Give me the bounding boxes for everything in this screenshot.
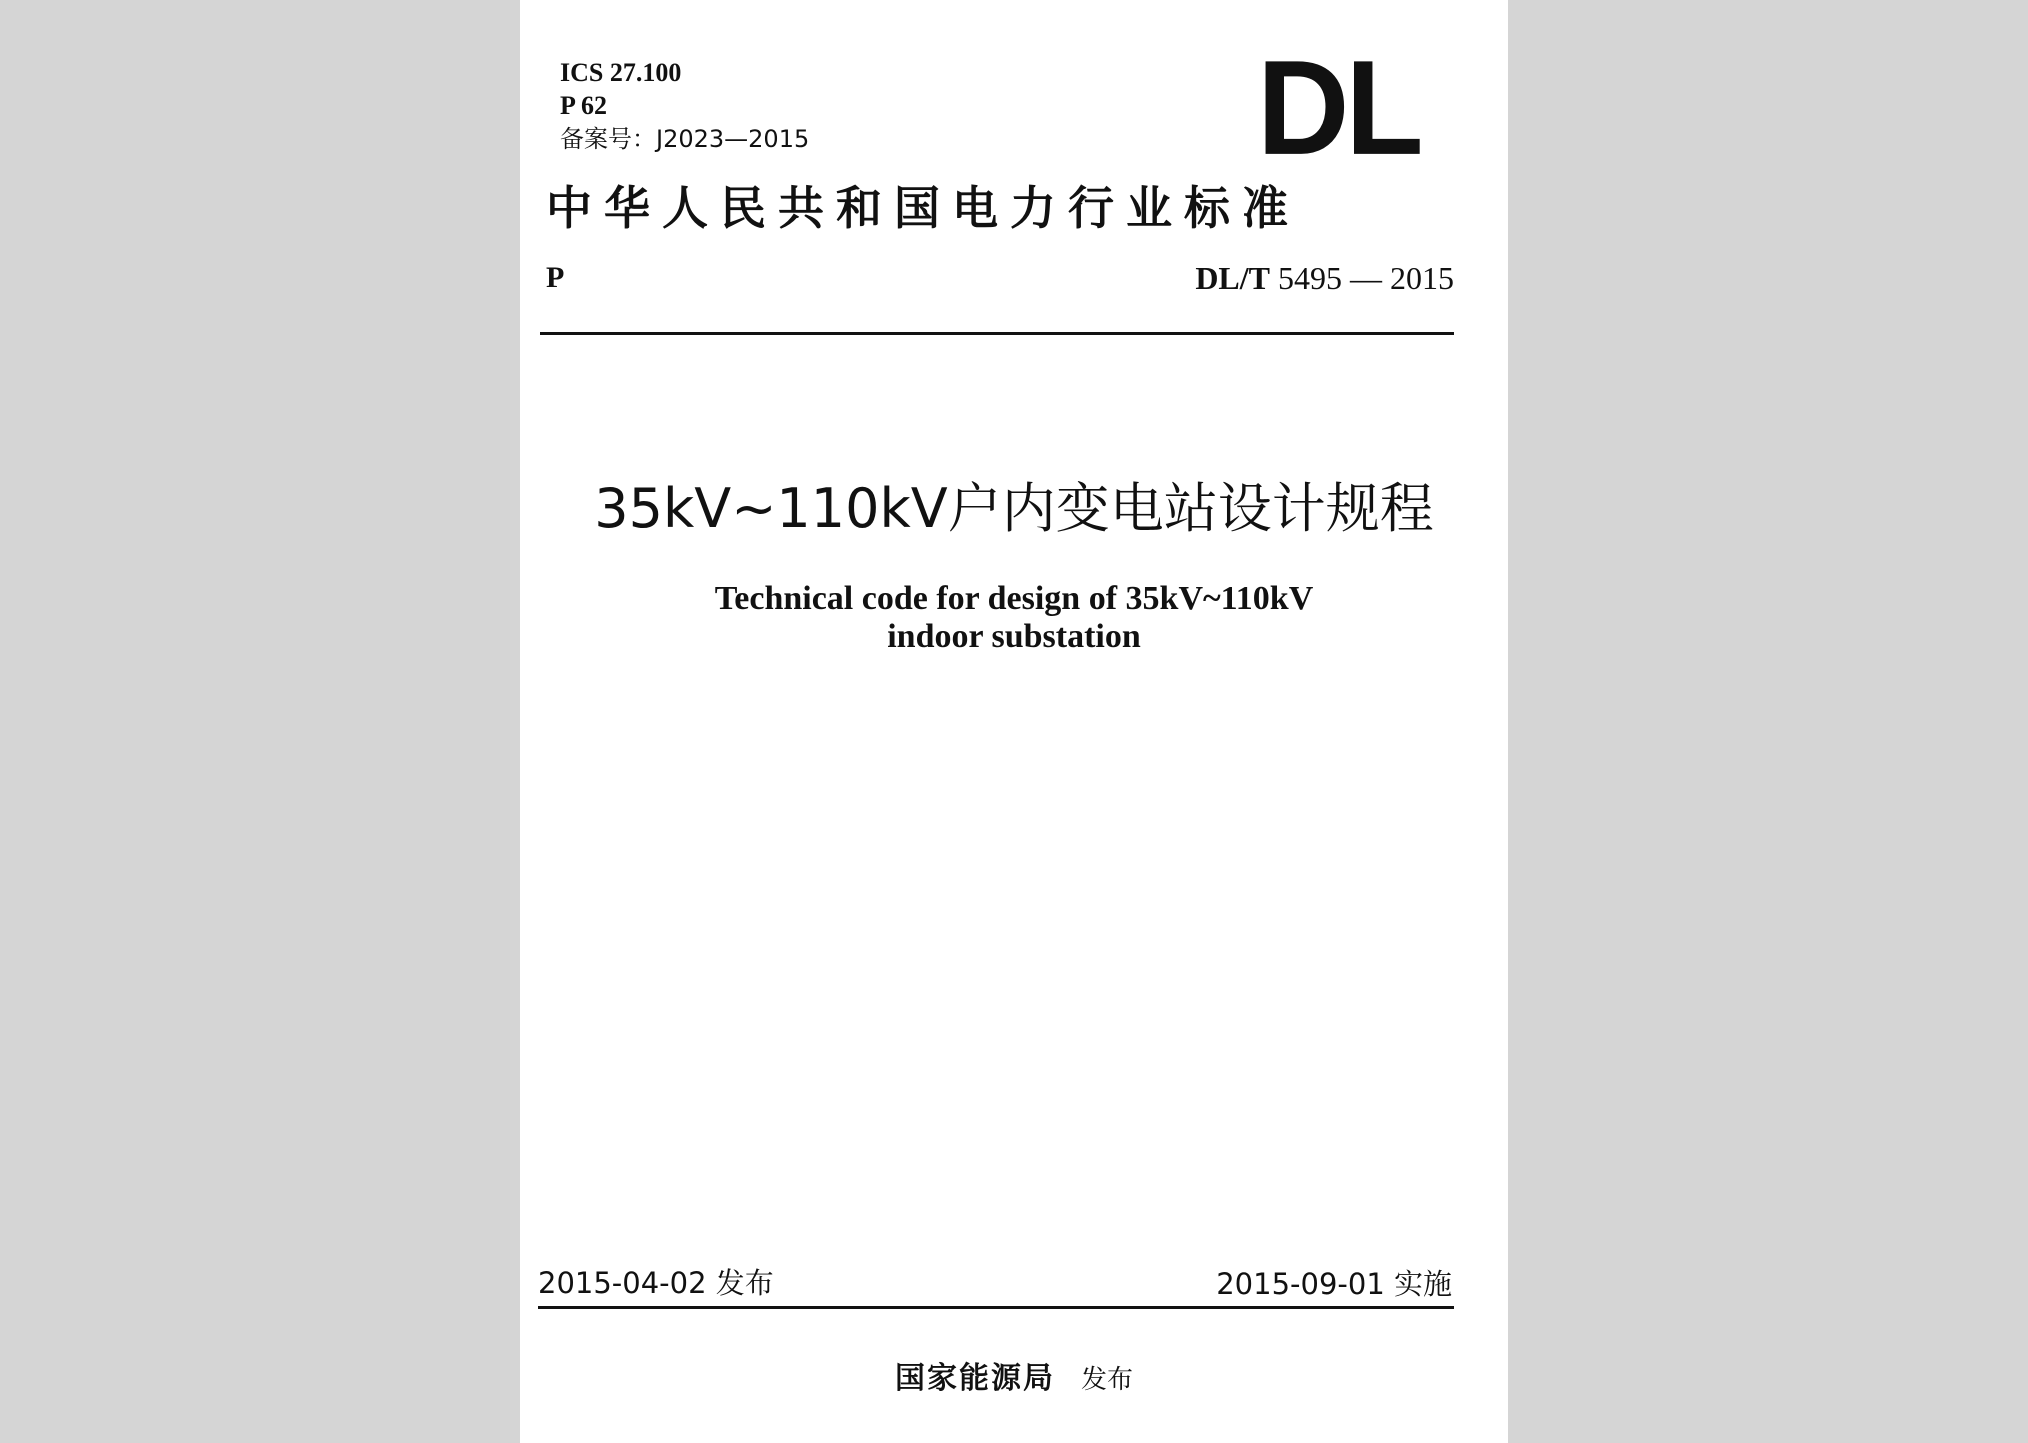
ics-code: ICS 27.100 — [560, 58, 682, 87]
document-title-chinese: 35kV~110kV户内变电站设计规程 — [594, 477, 1434, 540]
p-code: P 62 — [560, 91, 607, 120]
effective-date: 2015-09-01 实施 — [1216, 1267, 1452, 1301]
release-date: 2015-04-02 发布 — [538, 1266, 774, 1300]
dl-logo: DL — [1257, 33, 1420, 184]
standard-number-prefix: DL/T — [1195, 260, 1270, 296]
top-divider — [540, 332, 1454, 335]
standard-category-title: 中华人民共和国电力行业标准 — [546, 181, 1300, 235]
issuer-action: 发布 — [1080, 1365, 1133, 1395]
filing-number: 备案号：J2023—2015 — [560, 125, 810, 153]
bottom-divider — [538, 1306, 1454, 1309]
document-page — [520, 0, 1508, 1443]
category-letter: P — [546, 261, 565, 294]
standard-number — [1195, 260, 1454, 296]
issuer-line — [520, 1360, 1508, 1399]
english-title-line-2: indoor substation — [887, 618, 1141, 655]
document-title-english — [520, 580, 1508, 656]
issuer-name: 国家能源局 — [894, 1361, 1055, 1396]
english-title-line-1: Technical code for design of 35kV~110kV — [714, 580, 1314, 617]
standard-number-value: 5495 — 2015 — [1278, 260, 1454, 296]
